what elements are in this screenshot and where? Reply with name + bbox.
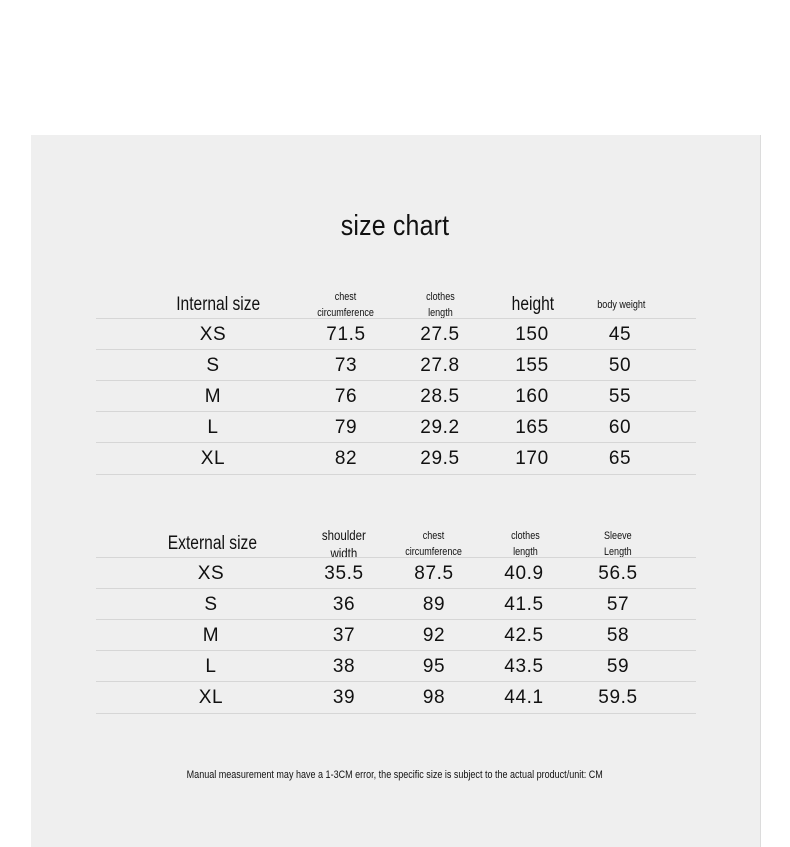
size-label: L	[205, 655, 217, 677]
table-cell: 170	[515, 447, 549, 469]
table-cell: 44.1	[504, 686, 544, 708]
table-cell: 59	[606, 655, 630, 677]
table-cell: 76	[334, 385, 358, 407]
table-row	[96, 318, 696, 350]
size-label: S	[206, 354, 220, 376]
table-cell: 79	[334, 416, 358, 438]
table-cell: 38	[332, 655, 356, 677]
size-label: XS	[199, 323, 227, 345]
table-cell: 36	[332, 593, 356, 615]
table-cell: 29.5	[420, 447, 460, 469]
size-label: M	[202, 624, 220, 646]
header-shoulder-width: shoulder width	[321, 527, 367, 561]
table-cell: 56.5	[598, 562, 638, 584]
size-label: XL	[198, 686, 224, 708]
table-cell: 65	[608, 447, 632, 469]
header-body-weight: body weight	[596, 299, 646, 311]
table-cell: 27.8	[420, 354, 460, 376]
header-external-size: External size	[167, 533, 257, 554]
size-label: XL	[200, 447, 226, 469]
table-cell: 89	[422, 593, 446, 615]
table-cell: 35.5	[324, 562, 364, 584]
header-sleeve-length: Sleeve Length	[604, 530, 632, 558]
table-row	[96, 681, 696, 714]
size-label: M	[204, 385, 222, 407]
table-cell: 27.5	[420, 323, 460, 345]
table-cell: 58	[606, 624, 630, 646]
table-cell: 43.5	[504, 655, 544, 677]
table-cell: 98	[422, 686, 446, 708]
table-cell: 29.2	[420, 416, 460, 438]
table-cell: 87.5	[414, 562, 454, 584]
table-cell: 160	[515, 385, 549, 407]
table-cell: 60	[608, 416, 632, 438]
page-title: size chart	[340, 210, 450, 242]
table-cell: 59.5	[598, 686, 638, 708]
table-cell: 92	[422, 624, 446, 646]
header-clothes-length: clothes length	[425, 291, 455, 319]
table-row	[96, 619, 696, 651]
table-cell: 95	[422, 655, 446, 677]
table-cell: 39	[332, 686, 356, 708]
table-cell: 42.5	[504, 624, 544, 646]
table-row	[96, 411, 696, 443]
table-cell: 73	[334, 354, 358, 376]
table-row	[96, 442, 696, 475]
table-cell: 155	[515, 354, 549, 376]
table-cell: 71.5	[326, 323, 366, 345]
header-chest-circumference: chest circumference	[405, 530, 463, 558]
table-cell: 45	[608, 323, 632, 345]
header-clothes-length: clothes length	[510, 530, 540, 558]
table-cell: 57	[606, 593, 630, 615]
table-row	[96, 650, 696, 682]
size-label: XS	[197, 562, 225, 584]
table-row	[96, 380, 696, 412]
header-chest-circumference: chest circumference	[317, 291, 375, 319]
table-cell: 150	[515, 323, 549, 345]
table-cell: 41.5	[504, 593, 544, 615]
table-cell: 40.9	[504, 562, 544, 584]
header-internal-size: Internal size	[175, 294, 260, 315]
table-cell: 55	[608, 385, 632, 407]
table-cell: 165	[515, 416, 549, 438]
size-label: L	[207, 416, 219, 438]
table-cell: 82	[334, 447, 358, 469]
table-cell: 37	[332, 624, 356, 646]
header-height: height	[511, 294, 555, 315]
measurement-note: Manual measurement may have a 1-3CM error, the specific size is subject to the actual product/unit: CM	[186, 769, 604, 781]
table-cell: 50	[608, 354, 632, 376]
table-row	[96, 557, 696, 589]
table-cell: 28.5	[420, 385, 460, 407]
size-label: S	[204, 593, 218, 615]
table-row	[96, 349, 696, 381]
table-row	[96, 588, 696, 620]
